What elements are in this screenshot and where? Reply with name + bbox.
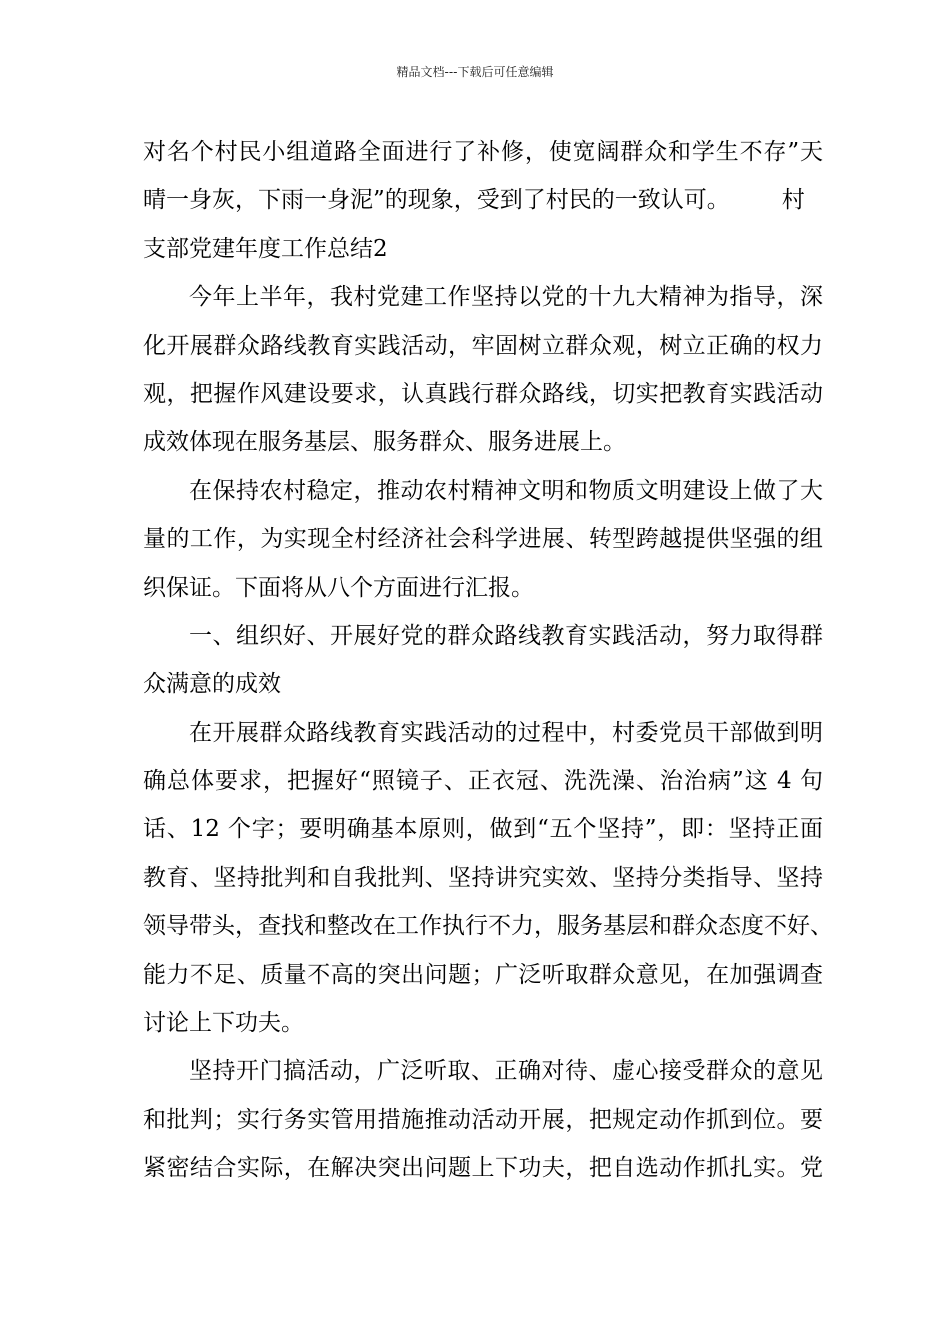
text-line-20: 坚持开门搞活动，广泛听取、正确对待、虚心接受群众的意见 <box>189 1058 823 1085</box>
text-line-15: 话、12 个字；要明确基本原则，做到“五个坚持”，即：坚持正面 <box>143 816 823 843</box>
text-line-8: 在保持农村稳定，推动农村精神文明和物质文明建设上做了大 <box>189 477 823 504</box>
text-line-4: 今年上半年，我村党建工作坚持以党的十九大精神为指导，深 <box>189 284 823 311</box>
page-header: 精品文档---下载后可任意编辑 <box>396 65 554 79</box>
text-line-6: 观，把握作风建设要求，认真践行群众路线，切实把教育实践活动 <box>143 380 823 407</box>
text-line-16: 教育、坚持批判和自我批判、坚持讲究实效、坚持分类指导、坚持 <box>143 864 823 891</box>
text-line-5: 化开展群众路线教育实践活动，牢固树立群众观，树立正确的权力 <box>143 332 823 359</box>
text-line-14: 确总体要求，把握好“照镜子、正衣冠、洗洗澡、治治病”这 4 句 <box>143 768 823 795</box>
section-title: 支部党建年度工作总结2 <box>143 235 388 262</box>
text-line-1: 对名个村民小组道路全面进行了补修，使宽阔群众和学生不存”天 <box>143 139 823 165</box>
document-body <box>143 128 833 1193</box>
text-line-2-main: 晴一身灰，下雨一身泥”的现象，受到了村民的一致认可。 <box>143 187 730 214</box>
text-line-2 <box>143 176 823 224</box>
text-line-10: 织保证。下面将从八个方面进行汇报。 <box>143 574 534 601</box>
text-line-13: 在开展群众路线教育实践活动的过程中，村委党员干部做到明 <box>189 719 823 746</box>
text-line-18: 能力不足、质量不高的突出问题；广泛听取群众意见，在加强调查 <box>143 961 823 988</box>
text-line-22: 紧密结合实际，在解决突出问题上下功夫，把自选动作抓扎实。党 <box>143 1155 823 1182</box>
text-line-9: 量的工作，为实现全村经济社会科学进展、转型跨越提供坚强的组 <box>143 526 823 553</box>
text-line-19: 讨论上下功夫。 <box>143 1010 304 1037</box>
text-line-7: 成效体现在服务基层、服务群众、服务进展上。 <box>143 429 626 456</box>
text-line-21: 和批判；实行务实管用措施推动活动开展，把规定动作抓到位。要 <box>143 1106 823 1133</box>
text-line-2-suffix: 村 <box>781 187 805 214</box>
subheading-line-2: 众满意的成效 <box>143 671 281 698</box>
subheading-line-1: 一、组织好、开展好党的群众路线教育实践活动，努力取得群 <box>189 622 823 649</box>
text-line-17: 领导带头，查找和整改在工作执行不力，服务基层和群众态度不好、 <box>143 913 833 940</box>
